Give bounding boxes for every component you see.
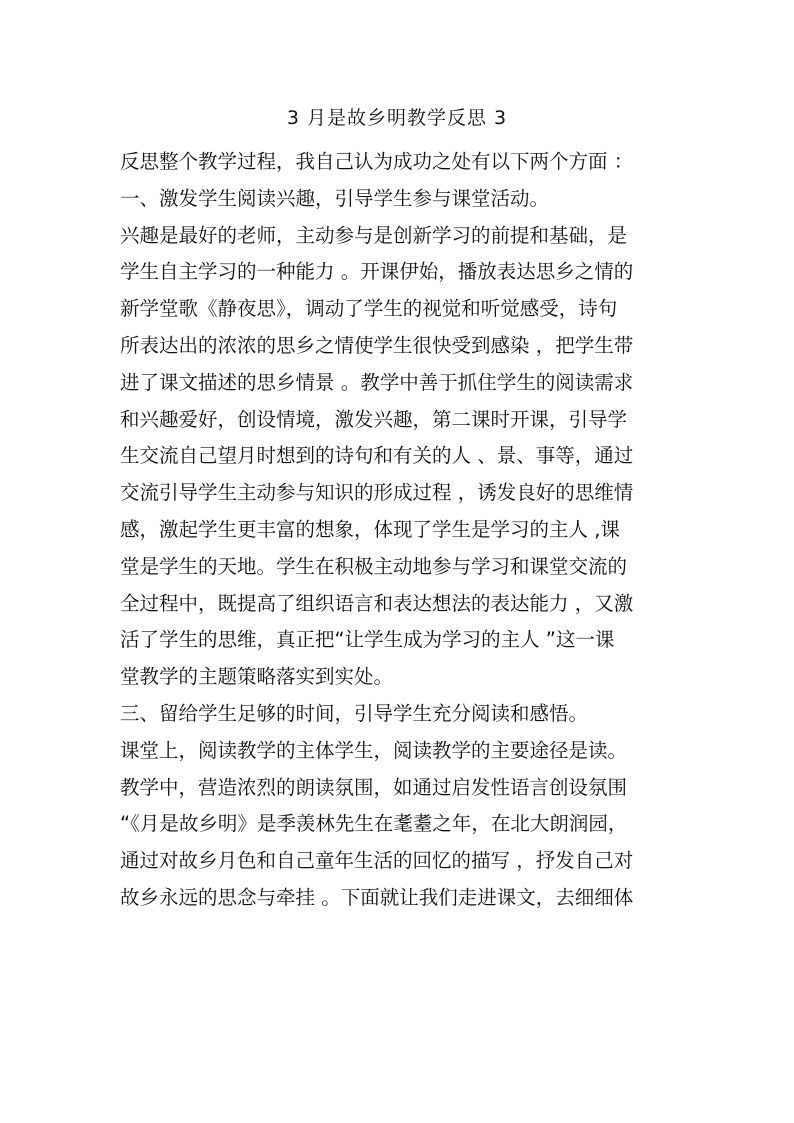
- text-line: 感，激起学生更丰富的想象，体现了学生是学习的主人 ,课: [120, 517, 620, 541]
- text-line: 活了学生的思维，真正把“让学生成为学习的主人 ”这一课: [120, 628, 615, 652]
- text-line: 学生自主学习的一种能力 。开课伊始，播放表达思乡之情的: [120, 260, 634, 284]
- text-line: 交流引导学生主动参与知识的形成过程 ，诱发良好的思维情: [120, 481, 634, 505]
- text-line: 全过程中，既提高了组织语言和表达想法的表达能力 ，又激: [120, 591, 634, 615]
- text-line: 和兴趣爱好，创设情境，激发兴趣，第二课时开课，引导学: [120, 407, 628, 431]
- text-line: 进了课文描述的思乡情景 。教学中善于抓住学生的阅读需求: [120, 370, 634, 394]
- text-line: 堂教学的主题策略落实到实处。: [120, 665, 394, 689]
- text-line: 所表达出的浓浓的思乡之情使学生很快受到感染 ，把学生带: [120, 333, 634, 357]
- text-line: 课堂上，阅读教学的主体学生，阅读教学的主要途径是读。: [120, 738, 628, 762]
- document-body: [120, 144, 680, 917]
- section-heading: 一、激发学生阅读兴趣，引导学生参与课堂活动。: [120, 186, 550, 210]
- text-line: 兴趣是最好的老师，主动参与是创新学习的前提和基础，是: [120, 223, 628, 247]
- text-line: 生交流自己望月时想到的诗句和有关的人 、景、事等，通过: [120, 444, 634, 468]
- section-heading: 三、留给学生足够的时间，引导学生充分阅读和感悟。: [120, 701, 589, 725]
- text-line: 教学中，营造浓烈的朗读氛围，如通过启发性语言创设氛围: [120, 775, 628, 799]
- text-line: 新学堂歌《静夜思》，调动了学生的视觉和听觉感受，诗句: [120, 297, 618, 321]
- text-line: 通过对故乡月色和自己童年生活的回忆的描写 ，抒发自己对: [120, 849, 634, 873]
- text-line: 堂是学生的天地。学生在积极主动地参与学习和课堂交流的: [120, 554, 628, 578]
- text-line: 反思整个教学过程，我自己认为成功之处有以下两个方面 ：: [120, 150, 634, 173]
- document-title: 3 月是故乡明教学反思 3: [286, 107, 508, 129]
- text-line: “《月是故乡明》是季羡林先生在耄耋之年，在北大朗润园，: [120, 812, 628, 836]
- text-line: 故乡永远的思念与牵挂 。下面就让我们走进课文，去细细体: [120, 885, 634, 909]
